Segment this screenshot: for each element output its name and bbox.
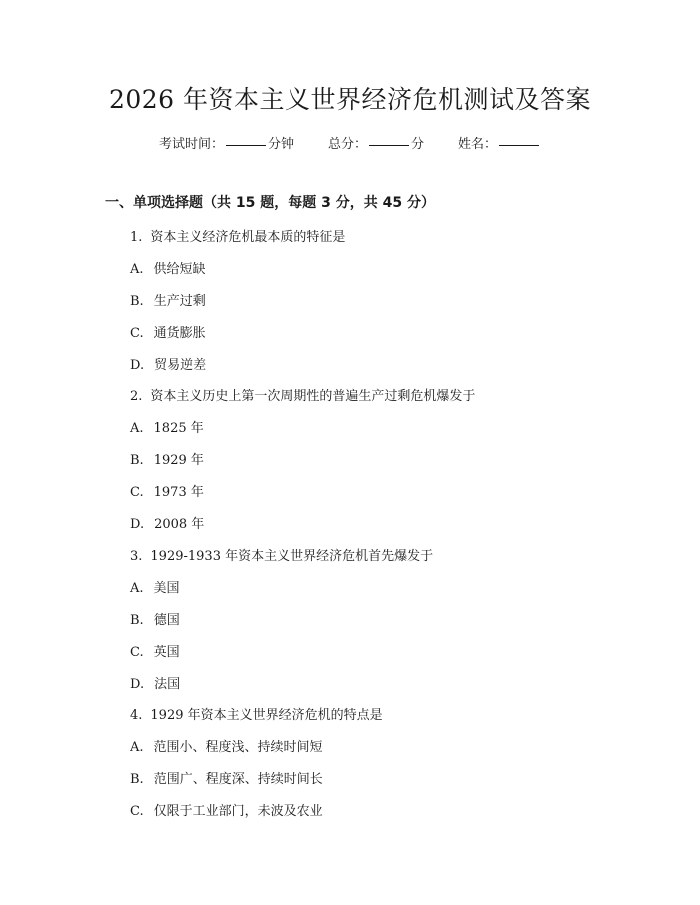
option-4a: [130, 736, 323, 755]
option-3a: [130, 577, 180, 596]
option-2c: [130, 481, 204, 500]
option-letter: C.: [130, 645, 144, 660]
option-letter: A.: [130, 262, 144, 277]
option-1a: [130, 258, 206, 277]
time-blank: [226, 145, 266, 146]
option-text: 供给短缺: [153, 262, 206, 277]
option-letter: D.: [130, 517, 145, 532]
question-number: 3.: [130, 549, 143, 564]
question-text: 资本主义历史上第一次周期性的普遍生产过剩危机爆发于: [150, 389, 476, 404]
student-name: [458, 133, 541, 152]
option-letter: B.: [130, 613, 144, 628]
section-title: 一、单项选择题（共 15 题，每题 3 分，共 45 分）: [105, 195, 435, 211]
option-text: 1929 年: [153, 453, 204, 468]
option-text: 法国: [154, 677, 181, 692]
option-text: 美国: [153, 581, 180, 596]
option-text: 贸易逆差: [154, 358, 207, 373]
question-4: [130, 704, 383, 723]
option-text: 范围小、程度浅、持续时间短: [153, 740, 323, 755]
score-label: 总分：: [327, 137, 367, 152]
option-letter: C.: [130, 804, 144, 819]
option-text: 英国: [153, 645, 180, 660]
name-label: 姓名：: [458, 137, 498, 152]
option-3c: [130, 641, 180, 660]
option-letter: A.: [130, 421, 144, 436]
question-3: [130, 545, 433, 564]
option-text: 2008 年: [154, 517, 205, 532]
exam-meta: [0, 133, 700, 152]
option-letter: B.: [130, 453, 144, 468]
question-text: 资本主义经济危机最本质的特征是: [150, 230, 346, 245]
option-letter: D.: [130, 677, 145, 692]
time-label: 考试时间：: [158, 137, 224, 152]
option-letter: A.: [130, 740, 144, 755]
option-4c: [130, 800, 323, 819]
option-letter: C.: [130, 326, 144, 341]
question-text: 1929 年资本主义世界经济危机的特点是: [150, 708, 383, 723]
question-1: [130, 226, 345, 245]
page-title: 2026 年资本主义世界经济危机测试及答案: [108, 85, 592, 114]
option-text: 范围广、程度深、持续时间长: [153, 772, 323, 787]
total-score: [328, 133, 424, 152]
option-2a: [130, 417, 204, 436]
option-text: 生产过剩: [153, 294, 206, 309]
option-text: 1825 年: [153, 421, 204, 436]
exam-time: [159, 133, 294, 152]
question-number: 4.: [130, 708, 143, 723]
option-letter: B.: [130, 772, 144, 787]
option-3d: [130, 673, 180, 692]
question-number: 1.: [130, 230, 143, 245]
question-2: [130, 385, 475, 404]
option-2d: [130, 513, 204, 532]
option-1b: [130, 290, 206, 309]
name-blank: [499, 145, 539, 146]
option-1c: [130, 322, 206, 341]
option-text: 通货膨胀: [153, 326, 206, 341]
option-letter: C.: [130, 485, 144, 500]
option-4b: [130, 768, 323, 787]
option-letter: D.: [130, 358, 145, 373]
option-text: 1973 年: [153, 485, 204, 500]
option-text: 德国: [153, 613, 180, 628]
question-text: 1929-1933 年资本主义世界经济危机首先爆发于: [150, 549, 434, 564]
option-1d: [130, 354, 206, 373]
option-text: 仅限于工业部门，未波及农业: [153, 804, 323, 819]
option-2b: [130, 449, 204, 468]
option-letter: A.: [130, 581, 144, 596]
time-unit: 分钟: [267, 137, 294, 152]
option-letter: B.: [130, 294, 144, 309]
score-unit: 分: [411, 137, 425, 152]
option-3b: [130, 609, 180, 628]
question-number: 2.: [130, 389, 143, 404]
score-blank: [369, 145, 409, 146]
